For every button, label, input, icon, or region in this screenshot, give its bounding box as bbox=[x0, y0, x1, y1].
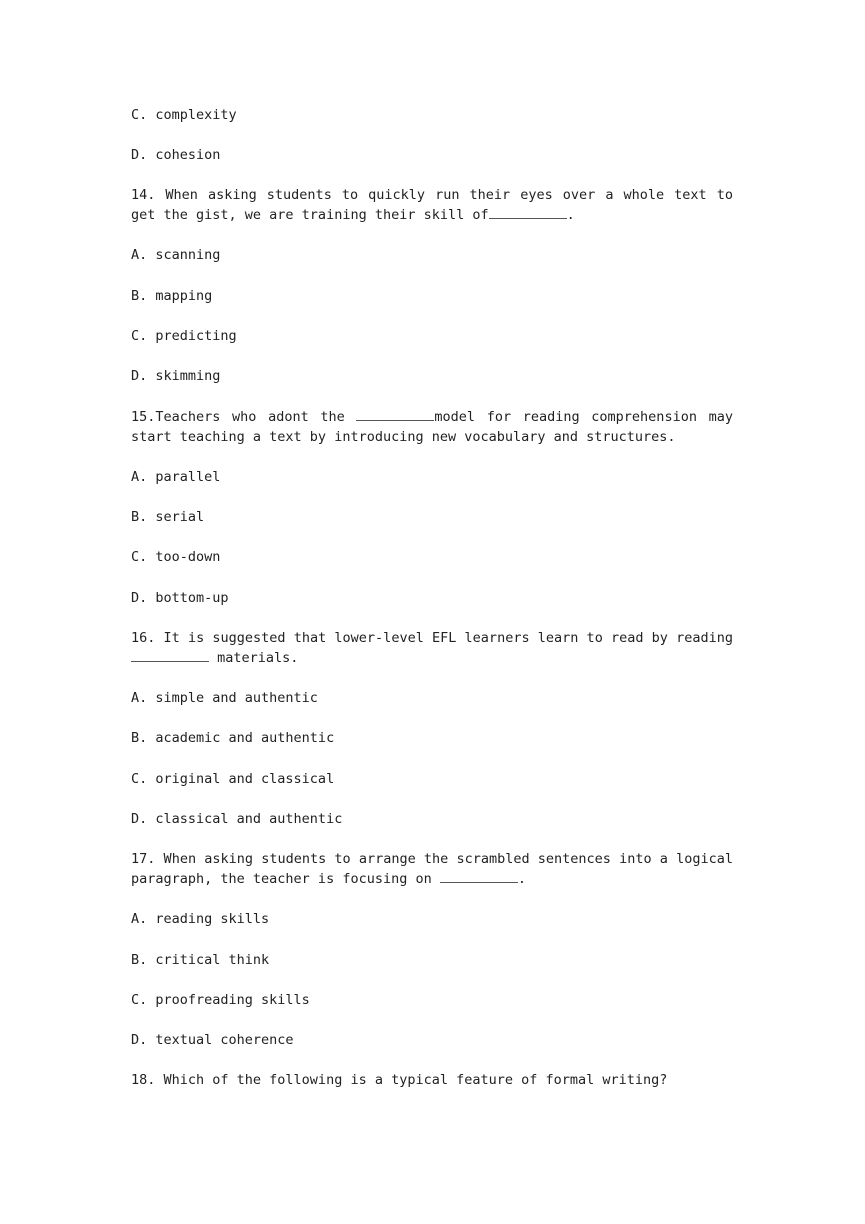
question-15-end: model for reading comprehension may start teaching a text by introducing new vocabulary and structures. bbox=[131, 409, 733, 445]
option-a-q15: A. parallel bbox=[131, 469, 221, 485]
option-c-q14: C. predicting bbox=[131, 328, 237, 344]
question-15-text: 15.Teachers who adont the bbox=[131, 409, 357, 425]
question-14-end: . bbox=[566, 207, 575, 223]
question-14 bbox=[131, 185, 733, 225]
option-d-q13: D. cohesion bbox=[131, 147, 221, 163]
option-b-q16: B. academic and authentic bbox=[131, 730, 335, 746]
question-16-end: materials. bbox=[209, 650, 299, 666]
answer-blank bbox=[131, 648, 209, 662]
option-b-q17: B. critical think bbox=[131, 952, 270, 968]
option-c-q15: C. too-down bbox=[131, 549, 221, 565]
option-b-q14: B. mapping bbox=[131, 288, 213, 304]
option-c-q16: C. original and classical bbox=[131, 771, 335, 787]
answer-blank bbox=[440, 869, 518, 883]
question-17 bbox=[131, 849, 733, 889]
question-14-text: 14. When asking students to quickly run their eyes over a whole text to get the gist, we are training their skill of bbox=[131, 187, 733, 223]
question-16-text: 16. It is suggested that lower-level EFL learners learn to read by reading bbox=[131, 630, 733, 646]
question-16 bbox=[131, 628, 733, 668]
answer-blank bbox=[356, 407, 434, 421]
option-d-q15: D. bottom-up bbox=[131, 590, 229, 606]
answer-blank bbox=[489, 205, 567, 219]
question-17-text: 17. When asking students to arrange the scrambled sentences into a logical paragraph, the teacher is focusing on bbox=[131, 851, 733, 887]
option-d-q17: D. textual coherence bbox=[131, 1032, 294, 1048]
option-b-q15: B. serial bbox=[131, 509, 205, 525]
question-15 bbox=[131, 407, 733, 447]
option-d-q16: D. classical and authentic bbox=[131, 811, 343, 827]
question-17-end: . bbox=[517, 871, 526, 887]
option-a-q14: A. scanning bbox=[131, 247, 221, 263]
option-c-q17: C. proofreading skills bbox=[131, 992, 310, 1008]
option-c-q13: C. complexity bbox=[131, 107, 237, 123]
option-a-q17: A. reading skills bbox=[131, 911, 270, 927]
option-a-q16: A. simple and authentic bbox=[131, 690, 318, 706]
question-18: 18. Which of the following is a typical feature of formal writing? bbox=[131, 1072, 668, 1088]
option-d-q14: D. skimming bbox=[131, 368, 221, 384]
